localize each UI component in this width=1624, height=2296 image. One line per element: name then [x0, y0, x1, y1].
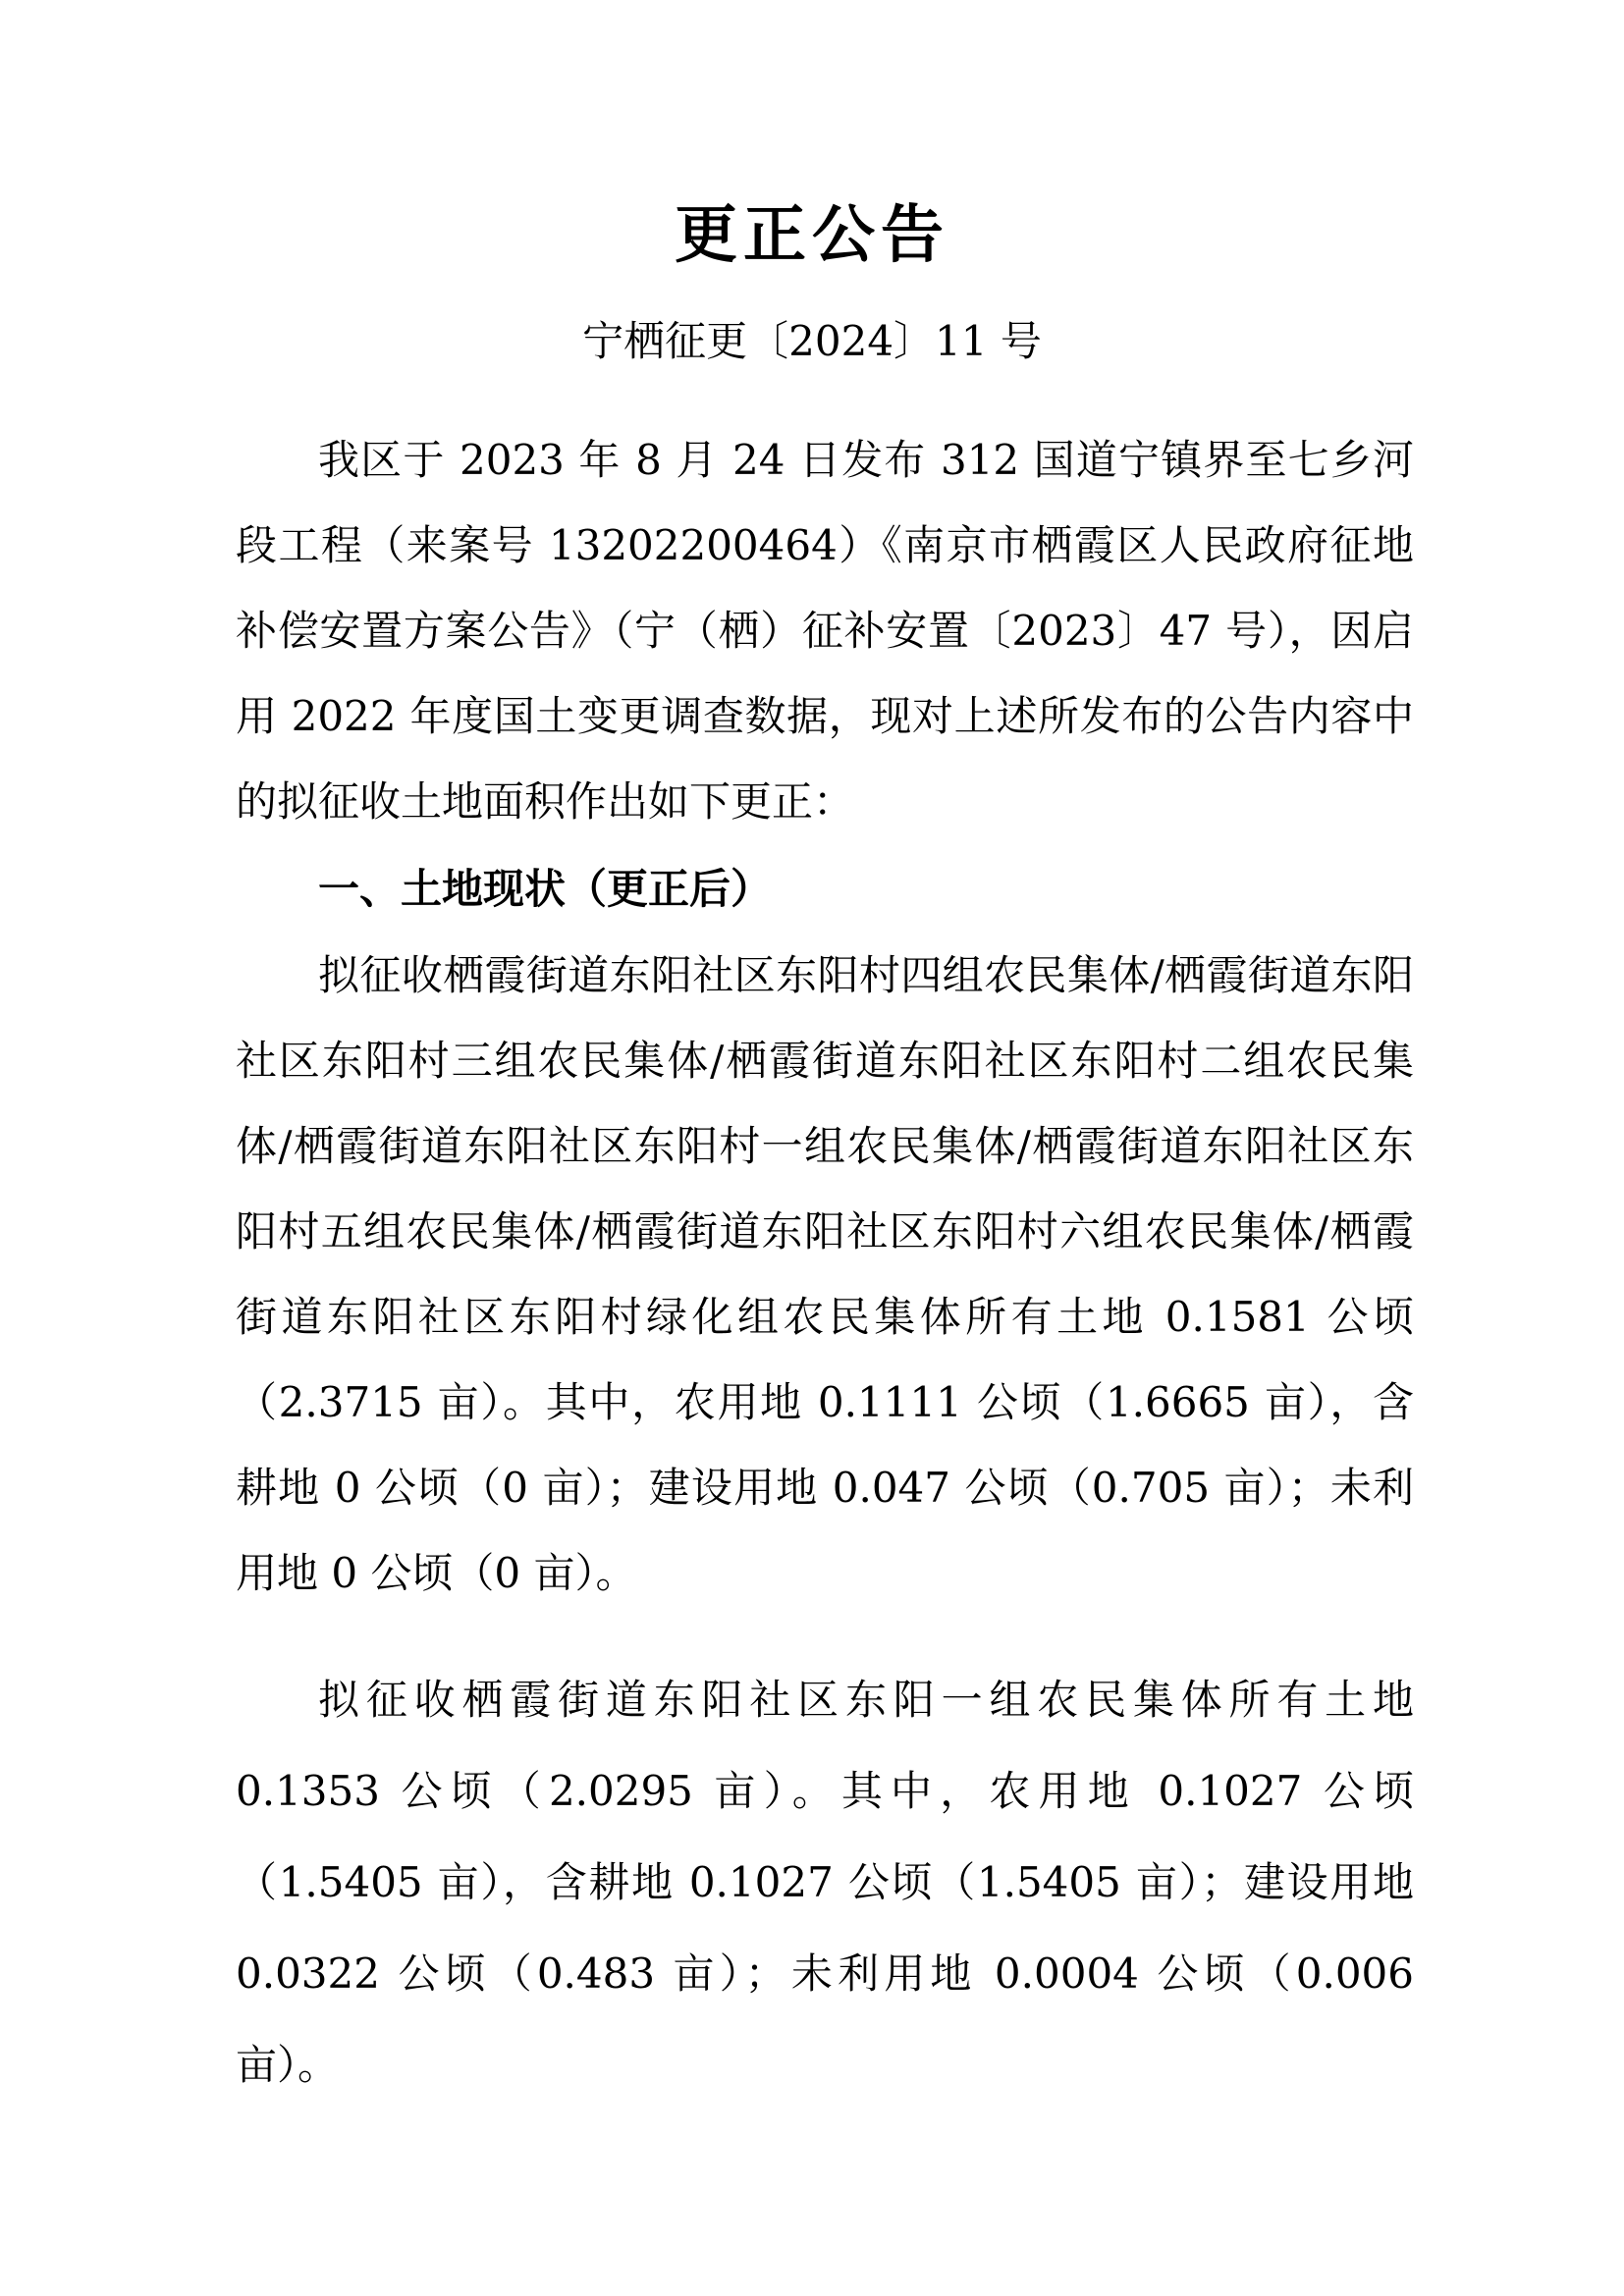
document-number: 宁栖征更〔2024〕11 号 [582, 317, 1042, 365]
document-title: 更正公告 [675, 199, 949, 272]
land-status-paragraph-1: 拟征收栖霞街道东阳社区东阳村四组农民集体/栖霞街道东阳社区东阳村三组农民集体/栖霞街道东阳社区东阳村二组农民集体/栖霞街道东阳社区东阳村一组农民集体/栖霞街道东阳社区东阳村五组农民集体/栖霞街道东阳社区东阳村六组农民集体/栖霞街道东阳社区东阳村绿化组农民集体所有土地 0.1581 公顷（2.3715 亩）。其中，农用地 0.1111 公顷（1.6665 亩），含耕地 0 公顷（0 亩）；建设用地 0.047 公顷（0.705 亩）；未利用地 0 公顷（0 亩）。 [236, 951, 1414, 1597]
land-status-paragraph-2: 拟征收栖霞街道东阳社区东阳一组农民集体所有土地 0.1353 公顷（2.0295 亩）。其中，农用地 0.1027 公顷（1.5405 亩），含耕地 0.1027 公顷（1.5405 亩）；建设用地 0.0322 公顷（0.483 亩）；未利用地 0.0004 公顷（0.006 亩）。 [236, 1676, 1414, 2089]
section-heading: 一、土地现状（更正后） [318, 865, 773, 913]
intro-paragraph: 我区于 2023 年 8 月 24 日发布 312 国道宁镇界至七乡河段工程（来案号 13202200464）《南京市栖霞区人民政府征地补偿安置方案公告》（宁（栖）征补安置〔2023〕47 号），因启用 2022 年度国土变更调查数据，现对上述所发布的公告内容中的拟征收土地面积作出如下更正： [236, 436, 1414, 826]
